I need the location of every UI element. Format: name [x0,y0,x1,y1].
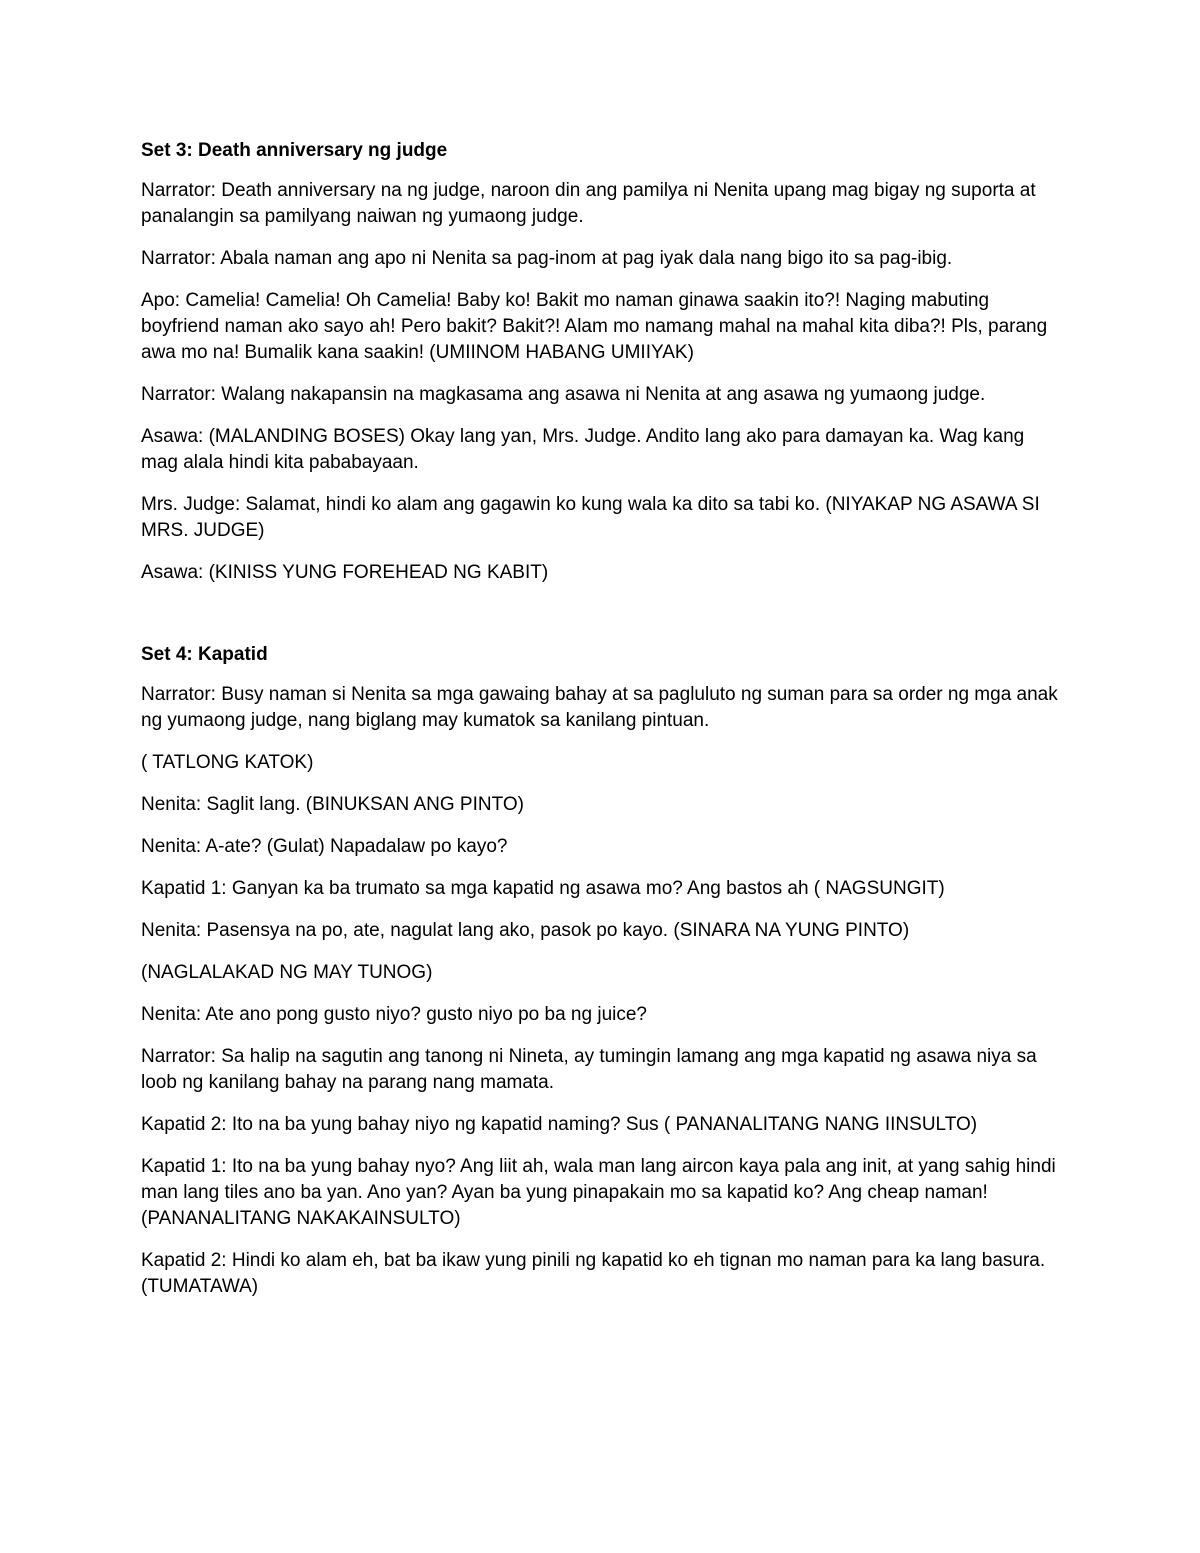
script-line: Kapatid 1: Ito na ba yung bahay nyo? Ang liit ah, wala man lang aircon kaya pala ang init, at yang sahig hindi man lang tiles ano ba yan. Ano yan? Ayan ba yung pinapakain mo sa kapatid ko? Ang cheap naman! (PANANALITANG NAKAKAINSULTO) [141,1156,1056,1229]
script-line: Nenita: Saglit lang. (BINUKSAN ANG PINTO) [141,794,524,815]
script-line: (NAGLALAKAD NG MAY TUNOG) [141,962,433,983]
section-set-3 [141,138,1061,586]
script-line: Narrator: Death anniversary na ng judge, naroon din ang pamilya ni Nenita upang mag bigay ng suporta at panalangin sa pamilyang naiwan ng yumaong judge. [141,180,1036,227]
script-line: Apo: Camelia! Camelia! Oh Camelia! Baby ko! Bakit mo naman ginawa saakin ito?! Naging mabuting boyfriend naman ako sayo ah! Pero bakit? Bakit?! Alam mo namang mahal na mahal kita diba?! Pls, parang awa mo na! Bumalik kana saakin! (UMIINOM HABANG UMIIYAK) [141,290,1048,363]
script-line: Nenita: Ate ano pong gusto niyo? gusto niyo po ba ng juice? [141,1004,647,1025]
script-line: Narrator: Abala naman ang apo ni Nenita sa pag-inom at pag iyak dala nang bigo ito sa pag-ibig. [141,248,953,269]
section-set-4 [141,642,1061,1300]
script-line: Nenita: Pasensya na po, ate, nagulat lang ako, pasok po kayo. (SINARA NA YUNG PINTO) [141,920,910,941]
script-line: Nenita: A-ate? (Gulat) Napadalaw po kayo? [141,836,508,857]
section-spacer [141,602,1061,642]
script-line: Asawa: (MALANDING BOSES) Okay lang yan, Mrs. Judge. Andito lang ako para damayan ka. Wag kang mag alala hindi kita pababayaan. [141,426,1025,473]
script-line: Narrator: Sa halip na sagutin ang tanong ni Nineta, ay tumingin lamang ang mga kapatid ng asawa niya sa loob ng kanilang bahay na parang nang mamata. [141,1046,1037,1093]
section-heading: Set 3: Death anniversary ng judge [141,140,448,161]
script-line: Narrator: Busy naman si Nenita sa mga gawaing bahay at sa pagluluto ng suman para sa order ng mga anak ng yumaong judge, nang biglang may kumatok sa kanilang pintuan. [141,684,1058,731]
script-line: Kapatid 2: Hindi ko alam eh, bat ba ikaw yung pinili ng kapatid ko eh tignan mo naman para ka lang basura. (TUMATAWA) [141,1250,1046,1297]
script-line: ( TATLONG KATOK) [141,752,314,773]
document-page [141,138,1061,1316]
script-line: Mrs. Judge: Salamat, hindi ko alam ang gagawin ko kung wala ka dito sa tabi ko. (NIYAKAP NG ASAWA SI MRS. JUDGE) [141,494,1040,541]
script-line: Narrator: Walang nakapansin na magkasama ang asawa ni Nenita at ang asawa ng yumaong judge. [141,384,986,405]
script-line: Kapatid 1: Ganyan ka ba trumato sa mga kapatid ng asawa mo? Ang bastos ah ( NAGSUNGIT) [141,878,945,899]
script-line: Kapatid 2: Ito na ba yung bahay niyo ng kapatid naming? Sus ( PANANALITANG NANG IINSULTO) [141,1114,978,1135]
script-line: Asawa: (KINISS YUNG FOREHEAD NG KABIT) [141,562,549,583]
section-heading: Set 4: Kapatid [141,644,268,665]
